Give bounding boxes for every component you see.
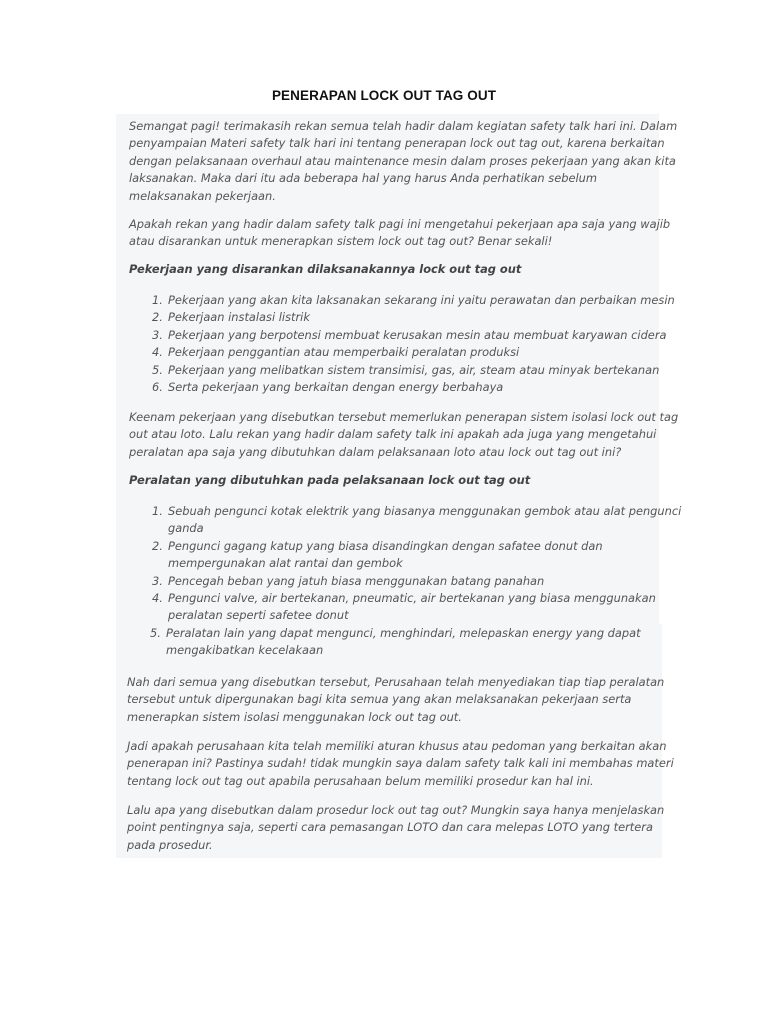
conclusion-paragraph <box>129 409 678 461</box>
text-line: Apakah rekan yang hadir dalam safety talk pagi ini mengetahui pekerjaan apa saja yang wajib <box>129 217 671 231</box>
text-line: melaksanakan pekerjaan. <box>129 188 276 203</box>
list-item-number: 3. <box>152 573 163 588</box>
equipment-list-continued <box>150 625 641 660</box>
document-title: PENERAPAN LOCK OUT TAG OUT <box>271 88 497 103</box>
list-item-text: Pengunci valve, air bertekanan, pneumatic, air bertekanan yang biasa menggunakan <box>168 591 656 606</box>
list-item <box>150 625 641 660</box>
list-item-text: peralatan seperti safetee donut <box>168 608 349 623</box>
company-provision-paragraph <box>127 674 664 726</box>
list-item <box>152 573 681 590</box>
list-item <box>152 379 675 396</box>
text-line: laksanakan. Maka dari itu ada beberapa hal yang harus Anda perhatikan sebelum <box>129 171 597 186</box>
list-item-text: Pekerjaan yang akan kita laksanakan sekarang ini yaitu perawatan dan perbaikan mesin <box>168 293 675 307</box>
text-line: Semangat pagi! terimakasih rekan semua telah hadir dalam kegiatan safety talk hari ini. Dalam <box>129 119 678 133</box>
text-line: Nah dari semua yang disebutkan tersebut, Perusahaan telah menyediakan tiap tiap peralatan <box>127 675 665 689</box>
text-line: penerapan ini? Pastinya sudah! tidak mungkin saya dalam safety talk kali ini membahas materi <box>127 756 674 771</box>
text-line: point pentingnya saja, seperti cara pemasangan LOTO dan cara melepas LOTO yang tertera <box>127 820 653 835</box>
list-item <box>152 538 681 573</box>
text-line: pada prosedur. <box>127 837 213 852</box>
list-item-text: ganda <box>168 521 204 536</box>
list-item <box>152 344 675 361</box>
section-heading-jobs: Pekerjaan yang disarankan dilaksanakannya lock out tag out <box>129 262 522 276</box>
list-item-text: Pencegah beban yang jatuh biasa menggunakan batang panahan <box>168 573 545 588</box>
equipment-list <box>152 503 681 625</box>
list-item-text: Pengunci gagang katup yang biasa disandingkan dengan safatee donut dan <box>168 538 603 553</box>
company-rules-paragraph <box>127 738 674 790</box>
text-line: penyampaian Materi safety talk hari ini tentang penerapan lock out tag out, karena berkaitan <box>129 136 665 151</box>
text-line: tentang lock out tag out apabila perusahaan belum memiliki prosedur kan hal ini. <box>127 773 594 788</box>
list-item <box>152 309 675 326</box>
text-line: dengan pelaksanaan overhaul atau maintenance mesin dalam proses pekerjaan yang akan kita <box>129 153 676 168</box>
list-item-number: 1. <box>152 293 163 307</box>
list-item-text: Pekerjaan yang melibatkan sistem transimisi, gas, air, steam atau minyak bertekanan <box>168 362 660 377</box>
text-line: out atau loto. Lalu rekan yang hadir dalam safety talk ini apakah ada juga yang mengetahui <box>129 427 657 442</box>
text-line: atau disarankan untuk menerapkan sistem lock out tag out? Benar sekali! <box>129 234 553 249</box>
intro-paragraph <box>129 118 677 205</box>
text-line: Keenam pekerjaan yang disebutkan tersebut memerlukan penerapan sistem isolasi lock out tag <box>129 410 679 424</box>
list-item <box>152 503 681 538</box>
list-item-text: mengakibatkan kecelakaan <box>166 643 324 658</box>
question-paragraph <box>129 216 670 251</box>
list-item-number: 2. <box>152 538 163 553</box>
section-heading-equipment: Peralatan yang dibutuhkan pada pelaksanaan lock out tag out <box>129 473 531 487</box>
list-item-number: 2. <box>152 310 163 325</box>
list-item-text: Peralatan lain yang dapat mengunci, menghindari, melepaskan energy yang dapat <box>166 626 641 640</box>
jobs-list <box>152 292 675 396</box>
text-line: menerapkan sistem isolasi menggunakan lock out tag out. <box>127 709 462 724</box>
list-item-text: Pekerjaan penggantian atau memperbaiki peralatan produksi <box>168 345 520 360</box>
text-line: peralatan apa saja yang dibutuhkan dalam pelaksanaan loto atau lock out tag out ini? <box>129 444 622 459</box>
procedure-paragraph <box>127 802 664 854</box>
text-line: tersebut untuk dipergunakan bagi kita semua yang akan melaksanakan pekerjaan serta <box>127 692 632 707</box>
list-item-number: 4. <box>152 591 163 606</box>
list-item-number: 5. <box>152 362 163 377</box>
list-item-number: 6. <box>152 380 163 395</box>
list-item-text: Sebuah pengunci kotak elektrik yang biasanya menggunakan gembok atau alat pengunci <box>168 504 682 518</box>
list-item-text: mempergunakan alat rantai dan gembok <box>168 556 403 571</box>
list-item <box>152 327 675 344</box>
list-item <box>152 590 681 625</box>
text-line: Lalu apa yang disebutkan dalam prosedur lock out tag out? Mungkin saya hanya menjelaskan <box>127 803 665 817</box>
list-item <box>152 292 675 309</box>
list-item-number: 3. <box>152 327 163 342</box>
list-item-text: Pekerjaan yang berpotensi membuat kerusakan mesin atau membuat karyawan cidera <box>168 327 667 342</box>
list-item-number: 1. <box>152 504 163 518</box>
list-item <box>152 362 675 379</box>
list-item-number: 5. <box>150 626 161 640</box>
list-item-number: 4. <box>152 345 163 360</box>
list-item-text: Serta pekerjaan yang berkaitan dengan energy berbahaya <box>168 380 504 395</box>
text-line: Jadi apakah perusahaan kita telah memiliki aturan khusus atau pedoman yang berkaitan akan <box>127 739 667 753</box>
list-item-text: Pekerjaan instalasi listrik <box>168 310 310 325</box>
